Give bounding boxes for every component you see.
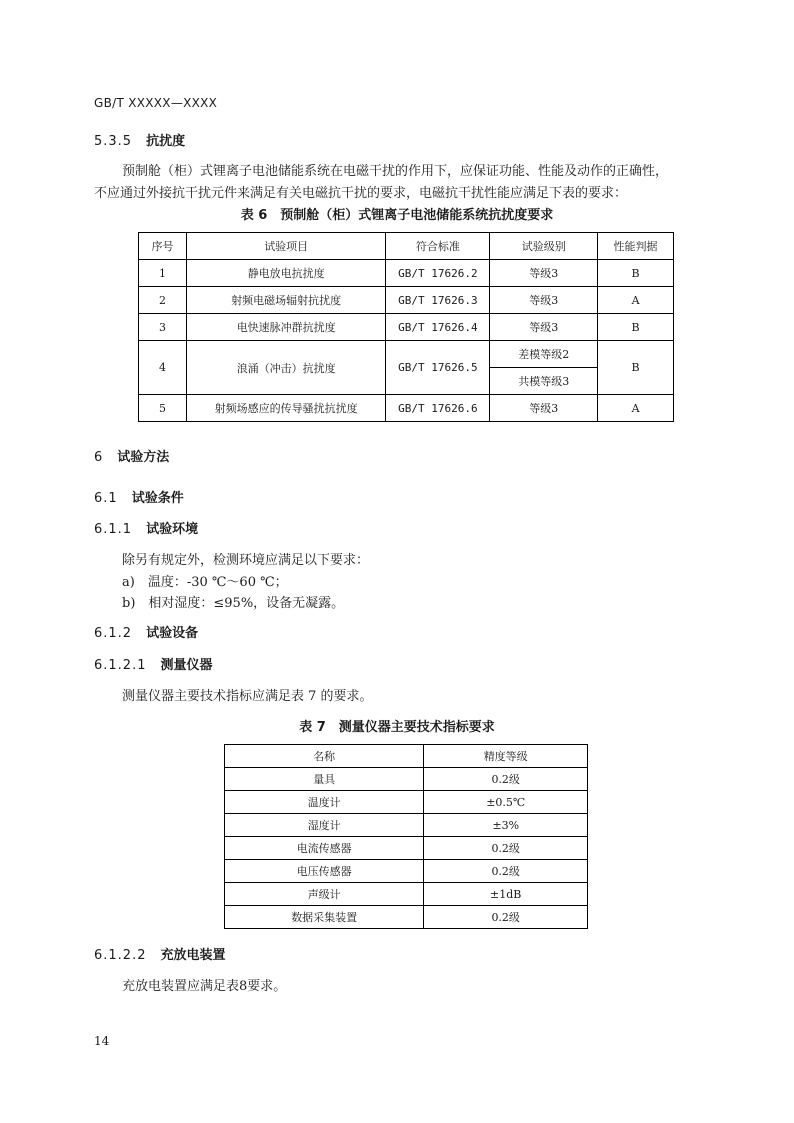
section-number: 5.3.5	[94, 134, 133, 149]
header-cell: 精度等级	[424, 745, 588, 768]
section-6-1-1-heading	[94, 518, 198, 537]
table-row	[225, 860, 588, 883]
row-item: 静电放电抗扰度	[186, 260, 386, 287]
header-cell: 名称	[225, 745, 424, 768]
section-title: 试验条件	[131, 491, 184, 506]
row-level: 等级3	[490, 395, 598, 422]
row-standard: GB/T 17626.6	[386, 395, 490, 422]
paragraph-line: 充放电装置应满足表8要求。	[122, 979, 287, 994]
row-item: 射频场感应的传导骚扰抗扰度	[186, 395, 386, 422]
header-cell: 试验级别	[490, 233, 598, 260]
row-level: 等级3	[490, 260, 598, 287]
instrument-accuracy: ±3%	[424, 814, 588, 837]
section-6-1-2-2-heading	[94, 944, 226, 963]
section-number: 6.1.2.2	[94, 948, 147, 963]
instrument-accuracy: ±0.5℃	[424, 791, 588, 814]
instrument-name: 量具	[225, 768, 424, 791]
row-item: 浪涌（冲击）抗扰度	[186, 341, 386, 395]
section-title: 抗扰度	[146, 134, 186, 149]
instrument-name: 数据采集装置	[225, 906, 424, 929]
table-7-caption: 表 7 测量仪器主要技术指标要求	[299, 720, 495, 735]
table-6	[138, 232, 674, 422]
list-item-a: a) 温度：-30 ℃～60 ℃；	[122, 575, 288, 590]
table-header-row	[139, 233, 674, 260]
paragraph-line: 测量仪器主要技术指标应满足表 7 的要求。	[122, 689, 373, 704]
section-title: 试验设备	[146, 626, 199, 641]
table-6-caption: 表 6 预制舱（柜）式锂离子电池储能系统抗扰度要求	[240, 208, 554, 223]
paragraph-line: 不应通过外接抗干扰元件来满足有关电磁抗干扰的要求，电磁抗干扰性能应满足下表的要求：	[94, 186, 628, 201]
document-code: GB/T XXXXX—XXXX	[94, 96, 218, 110]
instrument-accuracy: 0.2级	[424, 768, 588, 791]
section-title: 试验环境	[146, 522, 199, 537]
section-number: 6.1.2	[94, 626, 133, 641]
section-6-1-heading	[94, 487, 184, 506]
table-row	[139, 287, 674, 314]
row-criterion: B	[598, 260, 674, 287]
row-no: 2	[139, 287, 187, 314]
section-6-1-2-heading	[94, 622, 198, 641]
table-row	[225, 814, 588, 837]
row-criterion: B	[598, 341, 674, 395]
instrument-name: 电压传感器	[225, 860, 424, 883]
row-level-differential: 差模等级2	[490, 341, 598, 368]
table-row	[225, 791, 588, 814]
section-title: 试验方法	[117, 450, 170, 465]
table-row	[225, 883, 588, 906]
row-level: 等级3	[490, 314, 598, 341]
paragraph-line: 预制舱（柜）式锂离子电池储能系统在电磁干扰的作用下，应保证功能、性能及动作的正确性，	[122, 164, 669, 179]
header-cell: 序号	[139, 233, 187, 260]
instrument-accuracy: 0.2级	[424, 860, 588, 883]
header-cell: 试验项目	[186, 233, 386, 260]
section-number: 6.1.1	[94, 522, 133, 537]
row-item: 射频电磁场辐射抗扰度	[186, 287, 386, 314]
section-number: 6.1.2.1	[94, 658, 147, 673]
paragraph-line: 除另有规定外，检测环境应满足以下要求：	[122, 553, 370, 568]
row-criterion: A	[598, 395, 674, 422]
section-6-1-2-1-heading	[94, 654, 213, 673]
row-criterion: B	[598, 314, 674, 341]
header-cell: 符合标准	[386, 233, 490, 260]
row-no: 3	[139, 314, 187, 341]
row-level-common: 共模等级3	[490, 368, 598, 395]
table-row	[225, 837, 588, 860]
row-level: 等级3	[490, 287, 598, 314]
instrument-accuracy: ±1dB	[424, 883, 588, 906]
row-no: 4	[139, 341, 187, 395]
page-number: 14	[94, 1034, 110, 1048]
section-number: 6	[94, 450, 104, 465]
instrument-name: 湿度计	[225, 814, 424, 837]
table-row	[225, 768, 588, 791]
table-row	[139, 341, 674, 368]
instrument-accuracy: 0.2级	[424, 906, 588, 929]
row-no: 1	[139, 260, 187, 287]
header-cell: 性能判据	[598, 233, 674, 260]
table-7	[224, 744, 588, 929]
section-title: 充放电装置	[160, 948, 226, 963]
table-row	[139, 395, 674, 422]
instrument-name: 温度计	[225, 791, 424, 814]
list-item-b: b) 相对湿度：≤95%，设备无凝露。	[122, 596, 345, 611]
row-standard: GB/T 17626.3	[386, 287, 490, 314]
table-row	[139, 314, 674, 341]
section-number: 6.1	[94, 491, 118, 506]
instrument-name: 电流传感器	[225, 837, 424, 860]
table-header-row	[225, 745, 588, 768]
row-standard: GB/T 17626.5	[386, 341, 490, 395]
row-item: 电快速脉冲群抗扰度	[186, 314, 386, 341]
row-criterion: A	[598, 287, 674, 314]
instrument-accuracy: 0.2级	[424, 837, 588, 860]
section-6-heading	[94, 446, 169, 465]
table-row	[139, 260, 674, 287]
section-5-3-5-heading	[94, 130, 185, 149]
section-title: 测量仪器	[160, 658, 213, 673]
instrument-name: 声级计	[225, 883, 424, 906]
row-standard: GB/T 17626.4	[386, 314, 490, 341]
row-standard: GB/T 17626.2	[386, 260, 490, 287]
row-no: 5	[139, 395, 187, 422]
table-row	[225, 906, 588, 929]
